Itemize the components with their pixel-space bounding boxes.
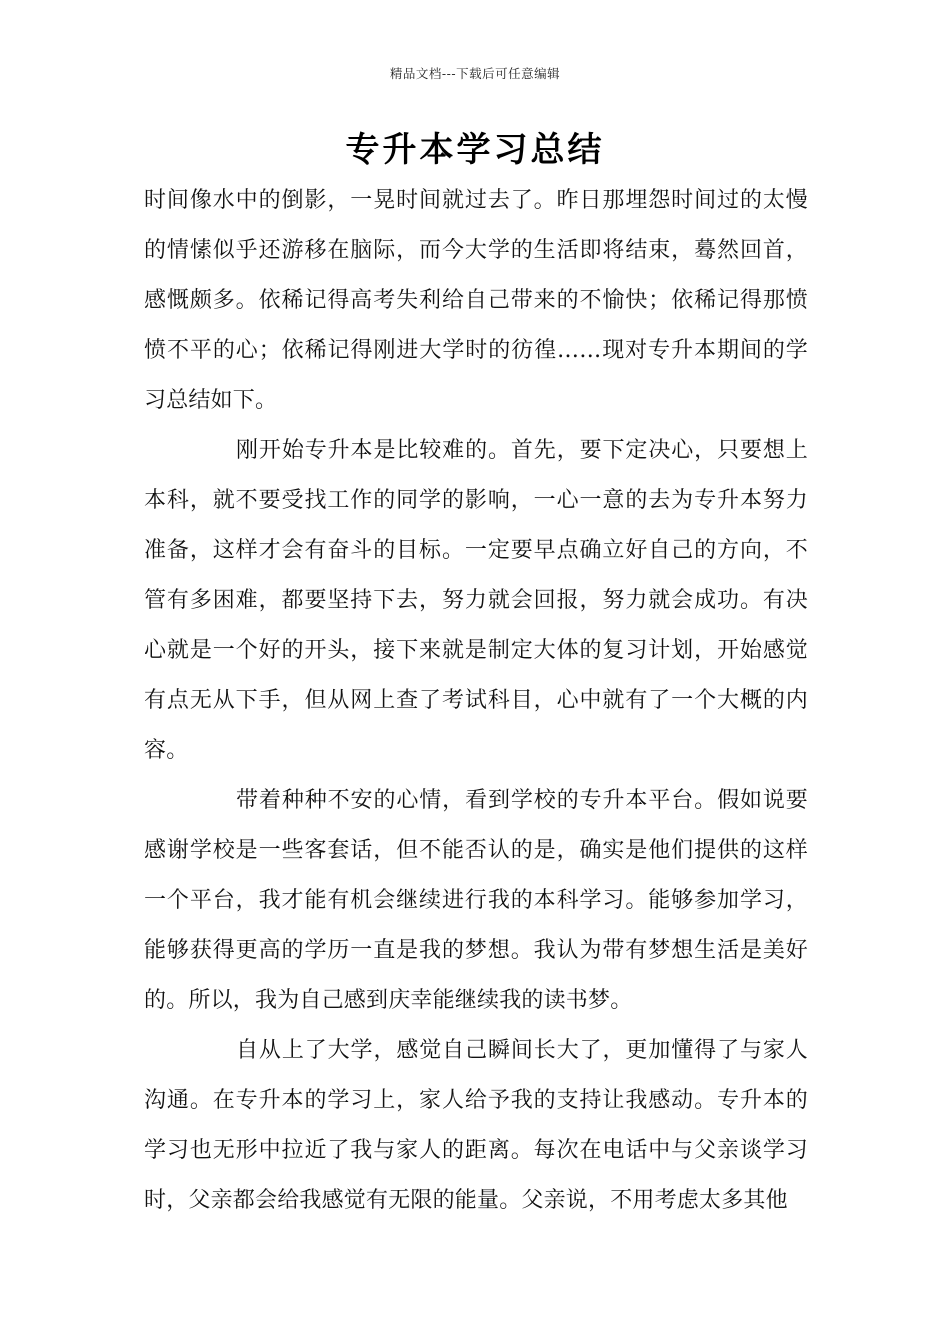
paragraph-2: 刚开始专升本是比较难的。首先，要下定决心，只要想上本科，就不要受找工作的同学的影响，一心一意的去为专升本努力准备，这样才会有奋斗的目标。一定要早点确立好自己的方向，不管有多困难，都要坚持下去，努力就会回报，努力就会成功。有决心就是一个好的开头，接下来就是制定大体的复习计划，开始感觉有点无从下手，但从网上查了考试科目，心中就有了一个大概的内容。 bbox=[144, 438, 808, 763]
paragraph-1: 时间像水中的倒影，一晃时间就过去了。昨日那埋怨时间过的太慢的情愫似乎还游移在脑际，而今大学的生活即将结束，蓦然回首，感慨颇多。依稀记得高考失利给自己带来的不愉快；依稀记得那愤愤不平的心；依稀记得刚进大学时的彷徨……现对专升本期间的学习总结如下。 bbox=[144, 188, 808, 413]
document-body bbox=[144, 176, 808, 1226]
paragraph-3: 带着种种不安的心情，看到学校的专升本平台。假如说要感谢学校是一些客套话，但不能否认的是，确实是他们提供的这样一个平台，我才能有机会继续进行我的本科学习。能够参加学习，能够获得更高的学历一直是我的梦想。我认为带有梦想生活是美好的。所以，我为自己感到庆幸能继续我的读书梦。 bbox=[144, 788, 808, 1013]
header-note: 精品文档---下载后可任意编辑 bbox=[389, 66, 561, 81]
document-title: 专升本学习总结 bbox=[345, 130, 605, 170]
paragraph-4: 自从上了大学，感觉自己瞬间长大了，更加懂得了与家人沟通。在专升本的学习上，家人给予我的支持让我感动。专升本的学习也无形中拉近了我与家人的距离。每次在电话中与父亲谈学习时，父亲都会给我感觉有无限的能量。父亲说，不用考虑太多其他 bbox=[144, 1038, 808, 1213]
